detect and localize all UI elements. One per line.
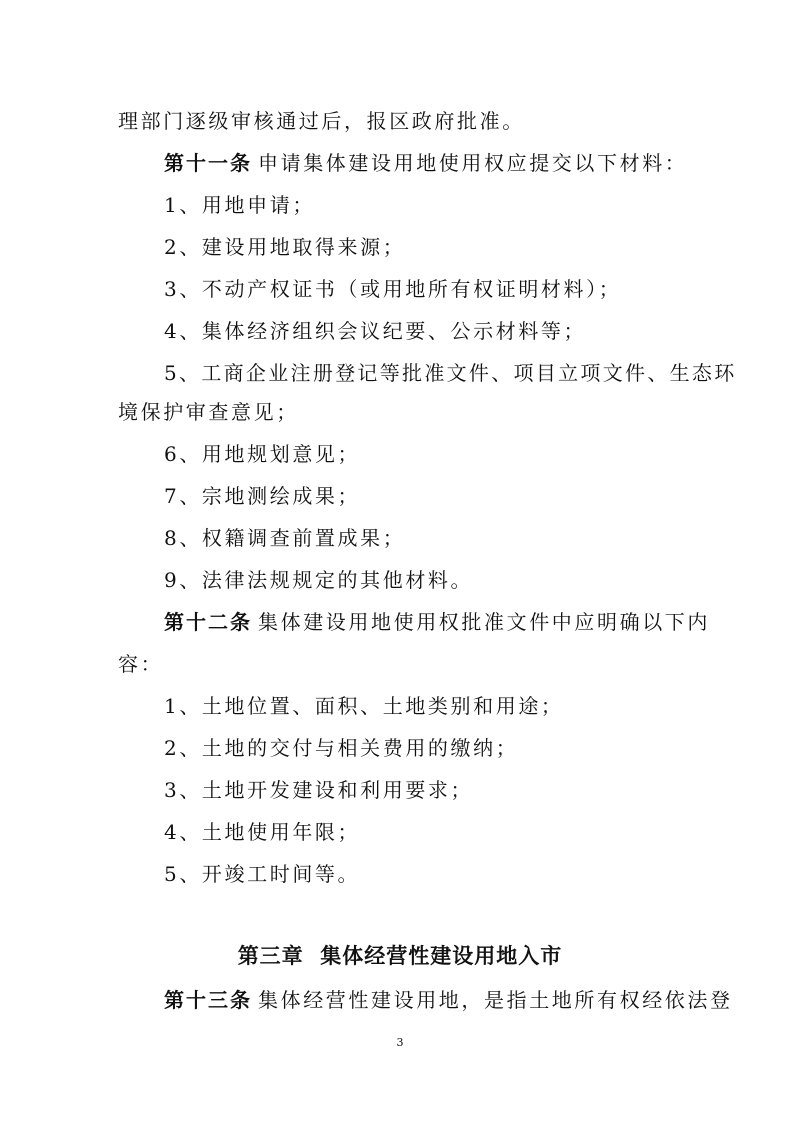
paragraph-line: 容： [118, 652, 164, 676]
list-item: 9、法律法规规定的其他材料。 [164, 568, 474, 592]
article-13 [164, 987, 733, 1013]
list-item: 5、开竣工时间等。 [164, 862, 361, 886]
article-text: 申请集体建设用地使用权应提交以下材料： [258, 151, 688, 175]
list-item: 3、土地开发建设和利用要求； [164, 778, 474, 802]
paragraph-line: 理部门逐级审核通过后，报区政府批准。 [118, 109, 525, 133]
list-item: 3、不动产权证书（或用地所有权证明材料）； [164, 277, 622, 301]
page-number: 3 [396, 1036, 404, 1049]
list-item: 4、土地使用年限； [164, 820, 361, 844]
list-item: 2、建设用地取得来源； [164, 235, 406, 259]
chapter-heading: 第三章 集体经营性建设用地入市 [237, 944, 563, 968]
article-12 [164, 609, 710, 635]
list-item: 1、用地申请； [164, 193, 315, 217]
list-item: 5、工商企业注册登记等批准文件、项目立项文件、生态环 [164, 361, 737, 385]
article-heading: 第十二条 [164, 610, 252, 634]
list-item: 8、权籍调查前置成果； [164, 526, 406, 550]
list-item-continuation: 境保护审查意见； [118, 400, 299, 424]
article-11 [164, 150, 687, 176]
list-item: 1、土地位置、面积、土地类别和用途； [164, 694, 564, 718]
list-item: 7、宗地测绘成果； [164, 484, 361, 508]
list-item: 2、土地的交付与相关费用的缴纳； [164, 736, 519, 760]
list-item: 6、用地规划意见； [164, 442, 361, 466]
article-text: 集体建设用地使用权批准文件中应明确以下内 [258, 610, 710, 634]
article-heading: 第十一条 [164, 151, 252, 175]
article-text: 集体经营性建设用地，是指土地所有权经依法登 [258, 988, 733, 1012]
list-item: 4、集体经济组织会议纪要、公示材料等； [164, 319, 587, 343]
article-heading: 第十三条 [164, 988, 252, 1012]
